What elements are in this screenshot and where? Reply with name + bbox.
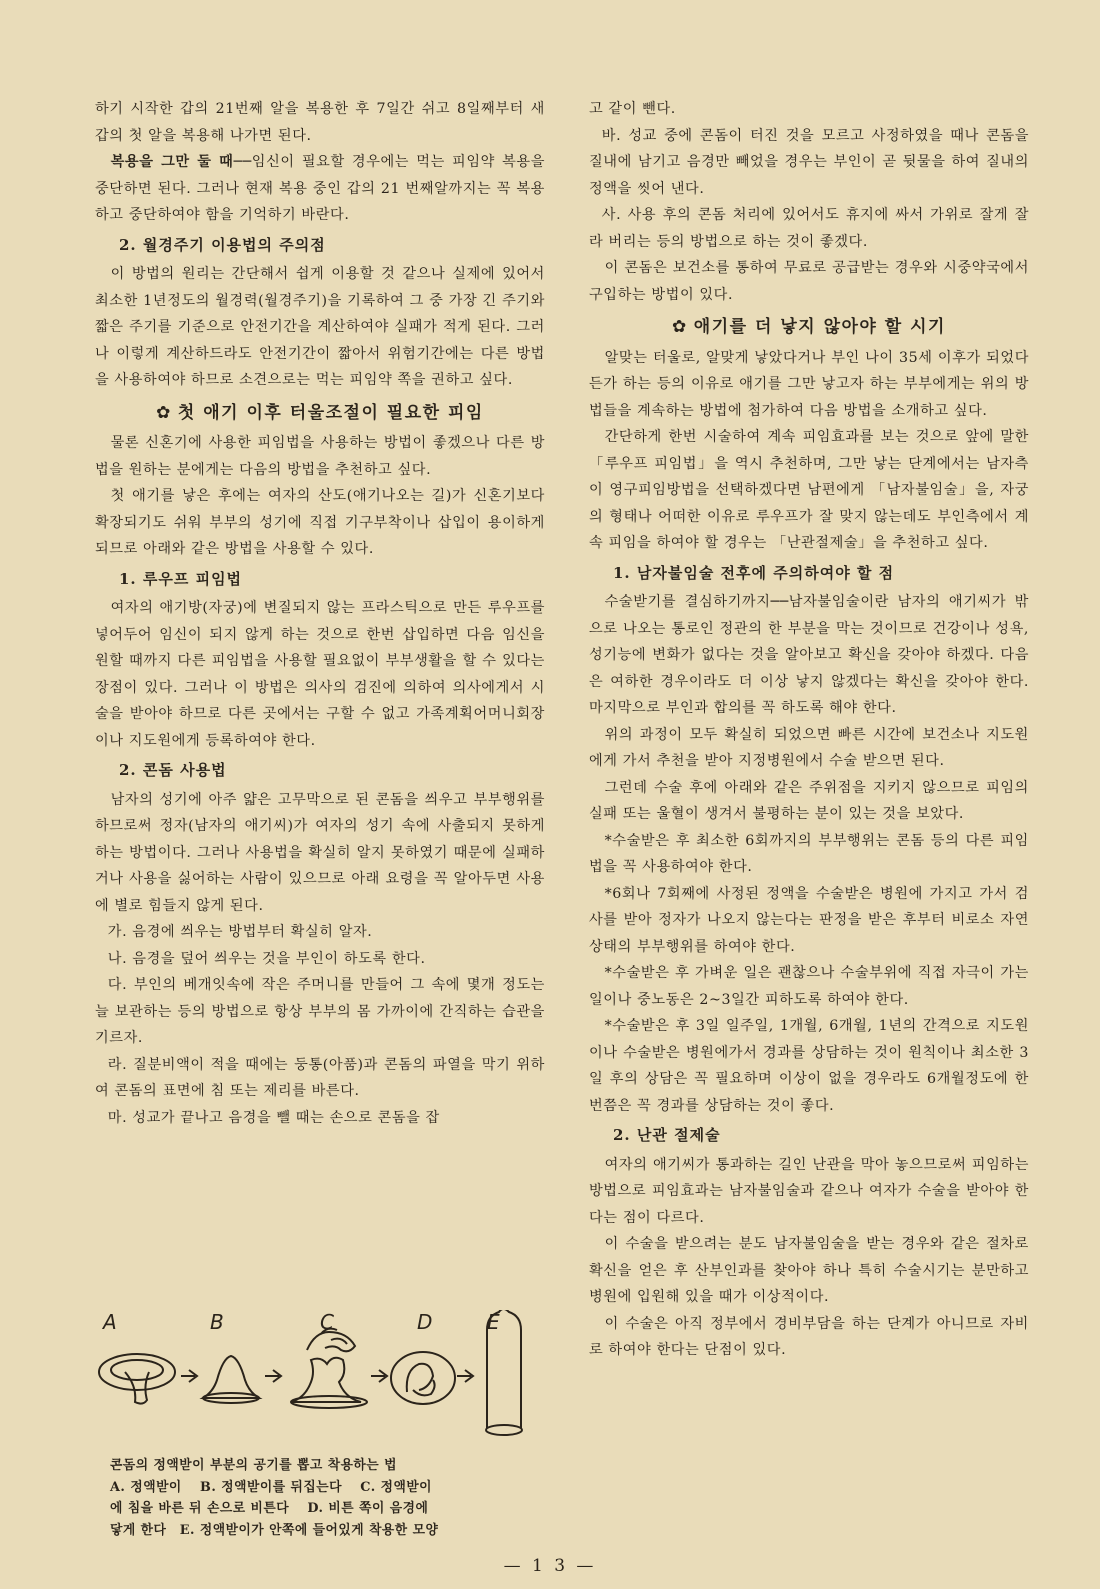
paragraph-pill-continued: 하기 시작한 갑의 21번째 알을 복용한 후 7일간 쉬고 8일째부터 새 갑의 첫 알을 복용해 나가면 된다. (95, 101, 545, 144)
stop-lead: 복용을 그만 둘 때── (110, 154, 252, 170)
heading-menstrual-cycle: 2. 월경주기 이용법의 주의점 (119, 235, 326, 254)
condom-illustration (95, 1310, 545, 1452)
paragraph-loop: 여자의 애기방(자궁)에 변질되지 않는 프라스틱으로 만든 루우프를 넣어두어 임신이 되지 않게 하는 것으로 한번 삽입하면 다음 임신을 원할 때까지 다른 피임법을 사용할 필요없이 부부생활을 할 수 있다는 장점이 있다. 그러나 이 방법은 의사의 검진에 의하여 의사에게서 시술을 받아야 하므로 다른 곳에서는 구할 수 없고 가족계획어머니회장이나 지도원에게 등록하여야 한다. (95, 600, 545, 749)
rolled-condom-shape (99, 1354, 175, 1404)
paragraph-tubal-1: 여자의 애기씨가 통과하는 길인 난관을 막아 놓으므로써 피임하는 방법으로 피임효과는 남자불임술과 같으나 여자가 수술을 받아야 한다는 점이 다르다. (589, 1156, 1029, 1226)
vasectomy-text: 남자불임술이란 남자의 애기씨가 밖으로 나오는 통로인 정관의 한 부분을 막는 것이므로 건강이나 성욕, 성기능에 변화가 없다는 것을 알아보고 확신을 갖아야 하겠다. 다음은 여하한 경우이라도 더 이상 낳지 않겠다는 확신을 갖아야 한다. 마지막으로 부인과 합의를 꼭 하도록 해야 한다. (589, 594, 1029, 716)
note-4: *수술받은 후 3일 일주일, 1개월, 6개월, 1년의 간격으로 지도원이나 수술받은 병원에가서 경과를 상담하는 것이 원칙이나 최소한 3일 후의 상담은 꼭 필요하며 이상이 없을 경우라도 6개월정도에 한번쯤은 꼭 경과를 상담하는 것이 좋다. (589, 1018, 1029, 1114)
vasectomy-lead: 수술받기를 결심하기까지── (604, 594, 789, 610)
paragraph-menstrual-cycle: 이 방법의 원리는 간단해서 쉽게 이용할 것 같으나 실제에 있어서 최소한 1년정도의 월경력(월경주기)을 기록하여 그 중 가장 긴 주기와 짧은 주기를 기준으로 안전기간을 계산하여야 실패가 적게 된다. 그러나 이렇게 계산하드라도 안전기간이 짧아서 위험기간에는 다른 방법을 사용하여야 하므로 소견으로는 먹는 피임약 쪽을 권하고 싶다. (95, 266, 545, 388)
figure-label-a: A (103, 1310, 117, 1334)
paragraph-tubal-3: 이 수술은 아직 정부에서 경비부담을 하는 단계가 아니므로 자비로 하여야 한다는 단점이 있다. (589, 1315, 1029, 1358)
paragraph-no-more-1: 알맞는 터울로, 알맞게 낳았다거나 부인 나이 35세 이후가 되었다든가 하는 등의 이유로 애기를 그만 낳고자 하는 부부에게는 위의 방법들을 계속하는 방법에 첨가하여 다음 방법을 소개하고 싶다. (589, 349, 1029, 419)
list-item-ga: 가. 음경에 씌우는 방법부터 확실히 알자. (107, 924, 373, 940)
stop-text: 임신이 필요할 경우에는 먹는 피임약 복용을 중단하면 된다. 그러나 현재 복용 중인 갑의 21 번째알까지는 꼭 복용하고 중단하여야 함을 기억하기 바란다. (95, 154, 545, 223)
note-2: *6회나 7회째에 사정된 정액을 수술받은 병원에 가지고 가서 검사를 받아 정자가 나오지 않는다는 판정을 받은 후부터 비로소 자연상태의 부부행위를 하여야 한다. (589, 885, 1029, 955)
arrow-icon (265, 1370, 281, 1382)
worn-condom-shape (486, 1310, 522, 1435)
list-item-sa: 사. 사용 후의 콘돔 처리에 있어서도 휴지에 싸서 가위로 잘게 잘라 버리는 등의 방법으로 하는 것이 좋겠다. (589, 207, 1029, 250)
figure-label-e: E (487, 1310, 500, 1334)
section-heading-after-first-child (95, 400, 545, 427)
figure-label-c: C (320, 1310, 334, 1334)
note-3: *수술받은 후 가벼운 일은 괜찮으나 수술부위에 직접 자극이 가는 일이나 중노동은 2~3일간 피하도록 하여야 한다. (589, 965, 1029, 1008)
section-heading-no-more-children (589, 314, 1029, 341)
paragraph-after-first-1: 물론 신혼기에 사용한 피임법을 사용하는 방법이 좋겠으나 다른 방법을 원하는 분에게는 다음의 방법을 추천하고 싶다. (95, 435, 545, 478)
left-column (95, 96, 545, 1131)
page-number: — 1 3 — (503, 1556, 597, 1576)
paragraph-condom-continued: 고 같이 뺀다. (589, 101, 676, 117)
paragraph-no-more-2: 간단하게 한번 시술하여 계속 피임효과를 보는 것으로 앞에 말한 「루우프 피임법」을 역시 추천하며, 그만 낳는 단계에서는 남자측이 영구피임방법을 선택하겠다면 남편에게 「남자불임술」을, 자궁의 형태나 어떠한 이유로 루우프가 잘 맞지 않는데도 부인측에서 계속 피임을 하여야 할 경우는 「난관절제술」을 추천하고 싶다. (589, 429, 1029, 551)
condom-drawing (95, 1310, 545, 1452)
right-column (589, 96, 1029, 1364)
figure-label-b: B (210, 1310, 224, 1334)
list-item-ra: 라. 질분비액이 적을 때에는 둥통(아품)과 콘돔의 파열을 막기 위하여 콘돔의 표면에 침 또는 제리를 바른다. (95, 1056, 545, 1099)
flower-icon: ✿ (156, 402, 172, 423)
paragraph-condom: 남자의 성기에 아주 얇은 고무막으로 된 콘돔을 씌우고 부부행위를 하므로써 정자(남자의 애기씨)가 여자의 성기 속에 사출되지 못하게 하는 방법이다. 그러나 사용법을 확실히 알지 못하였기 때문에 실패하거나 사용을 싫어하는 사람이 있으므로 아래 요령을 꼭 알아두면 사용에 별로 힘들지 않게 된다. (95, 791, 545, 914)
caption-line-1: 콘돔의 정액받이 부분의 공기를 뽑고 착용하는 법 (110, 1458, 397, 1473)
heading-loop: 1. 루우프 피임법 (119, 569, 243, 588)
caption-line-4: 닿게 한다 E. 정액받이가 안쪽에 들어있게 착용한 모양 (110, 1522, 439, 1538)
list-item-ma: 마. 성교가 끝나고 음경을 뺄 때는 손으로 콘돔을 잡 (107, 1109, 440, 1126)
list-item-da: 다. 부인의 베개잇속에 작은 주머니를 만들어 그 속에 몇개 정도는 늘 보관하는 등의 방법으로 항상 부부의 몸 가까이에 간직하는 습관을 기르자. (95, 977, 545, 1046)
figure-label-d: D (417, 1310, 433, 1334)
section-title: 첫 애기 이후 터울조절이 필요한 피임 (177, 402, 484, 423)
caption-line-3: 에 침을 바른 뒤 손으로 비튼다 D. 비튼 쪽이 음경에 (110, 1501, 429, 1516)
figure-caption (110, 1455, 540, 1541)
paragraph-vasectomy-3: 그런데 수술 후에 아래와 같은 주위점을 지키지 않으므로 피임의 실패 또는 울혈이 생겨서 불평하는 분이 있는 것을 보았다. (589, 779, 1029, 822)
arrow-icon (371, 1370, 387, 1382)
flower-icon: ✿ (672, 317, 688, 337)
list-item-na: 나. 음경을 덮어 씌우는 것을 부인이 하도록 한다. (107, 950, 426, 967)
note-1: *수술받은 후 최소한 6회까지의 부부행위는 콘돔 등의 다른 피임법을 꼭 사용하여야 한다. (589, 832, 1029, 875)
paragraph-after-first-2: 첫 애기를 낳은 후에는 여자의 산도(애기나오는 길)가 신혼기보다 확장되기도 쉬워 부부의 성기에 직접 기구부착이나 삽입이 용이하게 되므로 아래와 같은 방법을 사용할 수 있다. (95, 488, 545, 557)
arrow-icon (181, 1370, 197, 1382)
list-item-ba: 바. 성교 중에 콘돔이 터진 것을 모르고 사정하였을 때나 콘돔을 질내에 남기고 음경만 빼었을 경우는 부인이 곧 뒷물을 하여 질내의 정액을 씻어 낸다. (589, 127, 1029, 197)
paragraph-stopping-pill (95, 149, 545, 229)
heading-tubal-ligation: 2. 난관 절제술 (613, 1126, 721, 1144)
caption-line-2: A. 정액받이 B. 정액받이를 뒤집는다 C. 정액받이 (110, 1479, 433, 1495)
hand-twisting-shape (291, 1329, 367, 1408)
heading-vasectomy: 1. 남자불임술 전후에 주의하여야 할 점 (613, 563, 895, 582)
paragraph-vasectomy-2: 위의 과정이 모두 확실히 되었으면 빠른 시간에 보건소나 지도원에게 가서 추천을 받아 지정병원에서 수술 받으면 된다. (589, 726, 1029, 769)
paragraph-tubal-2: 이 수술을 받으려는 분도 남자불임술을 받는 경우와 같은 절차로 확신을 얻은 후 산부인과를 찾아야 하나 특히 수술시기는 분만하고 병원에 입원해 있을 때가 이상적이다. (589, 1236, 1029, 1305)
inverted-tip-shape (203, 1356, 259, 1403)
paragraph-vasectomy-1 (589, 589, 1029, 722)
paragraph-condom-supply: 이 콘돔은 보건소를 통하여 무료로 공급받는 경우와 시중약국에서 구입하는 방법이 있다. (589, 260, 1029, 303)
heading-condom: 2. 콘돔 사용법 (119, 761, 227, 779)
arrow-icon (457, 1370, 473, 1382)
placing-condom-shape (391, 1352, 455, 1404)
section-title: 애기를 더 낳지 않아야 할 시기 (693, 317, 946, 337)
